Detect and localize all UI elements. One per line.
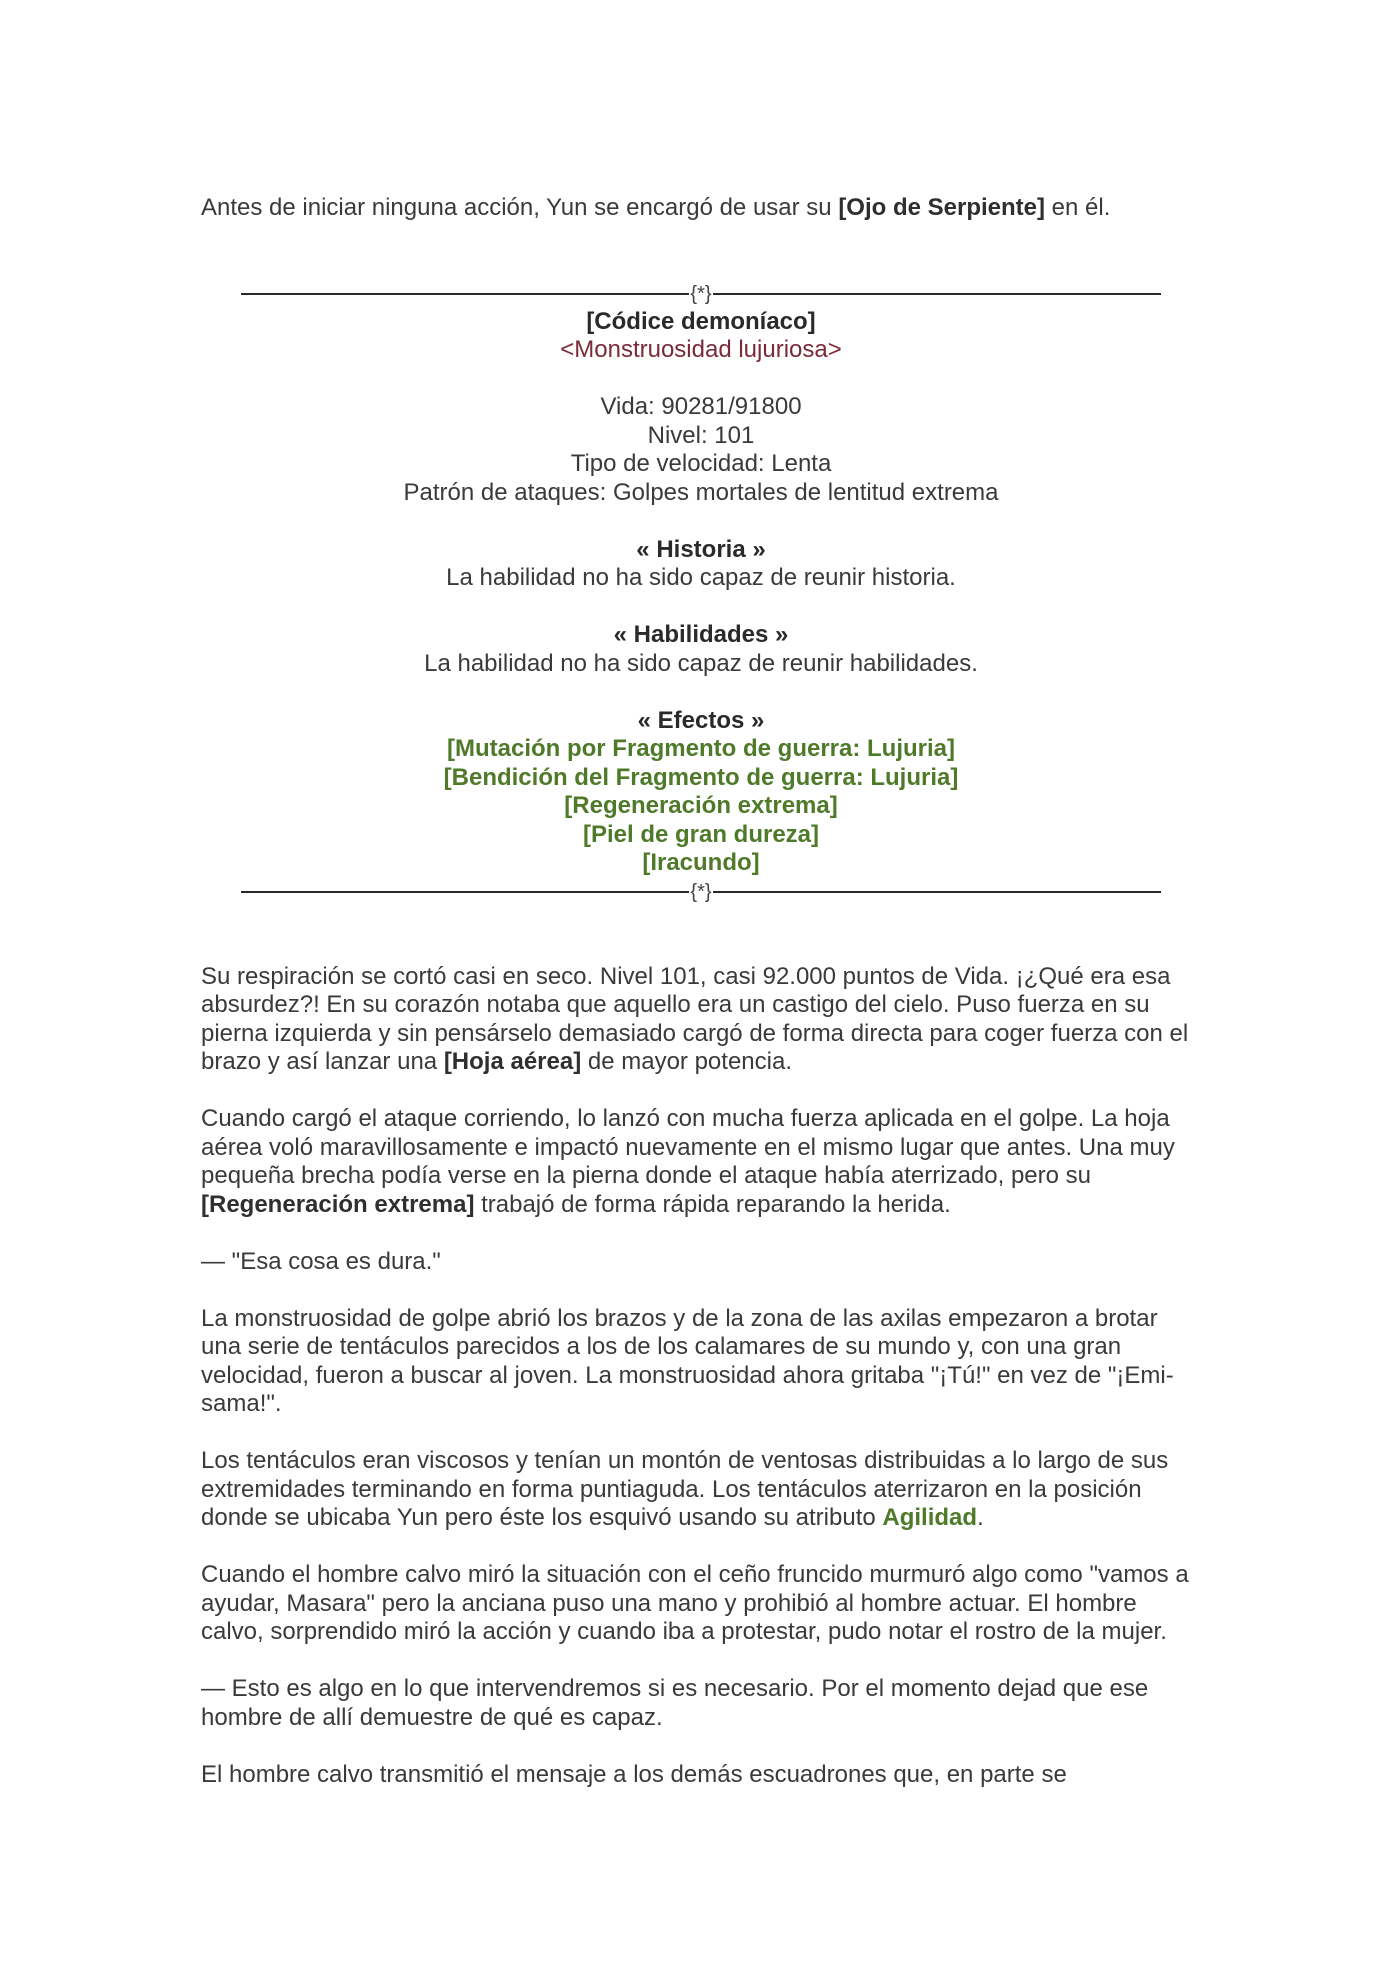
codex-subtitle: <Monstruosidad lujuriosa> — [560, 336, 842, 363]
skills-heading: « Habilidades » — [613, 621, 789, 648]
intro-text: Antes de iniciar ninguna acción, Yun se encargó de usar su — [201, 194, 839, 221]
intro-text-end: en él. — [1045, 194, 1111, 221]
story-paragraph: Cuando cargó el ataque corriendo, lo lanzó con mucha fuerza aplicada en el golpe. La hoja aérea voló maravillosamente e impactó nuevamente en el mismo lugar que antes. Una muy pequeña brecha podía verse en la pierna donde el ataque había aterrizado, pero su [Regeneración extrema] trabajó de forma rápida reparando la herida. — [201, 1105, 1175, 1218]
intro-paragraph — [201, 194, 1201, 223]
story-paragraph: Los tentáculos eran viscosos y tenían un montón de ventosas distribuidas a lo largo de sus extremidades terminando en forma puntiaguda. Los tentáculos aterrizaron en la posición donde se ubicaba Yun pero éste los esquivó usando su atributo Agilidad. — [201, 1447, 1169, 1531]
codex-title: [Códice demoníaco] — [586, 307, 816, 335]
story-paragraph: El hombre calvo transmitió el mensaje a los demás escuadrones que, en parte se — [201, 1760, 1067, 1788]
effect-item: [Mutación por Fragmento de guerra: Lujuria] — [446, 735, 956, 762]
codex-status-box — [241, 280, 1161, 906]
history-heading: « Historia » — [636, 535, 766, 563]
story-paragraph: Su respiración se cortó casi en seco. Nivel 101, casi 92.000 puntos de Vida. ¡¿Qué era esa absurdez?! En su corazón notaba que aquello era un castigo del cielo. Puso fuerza en su pierna izquierda y sin pensárselo demasiado cargó de forma directa para coger fuerza con el brazo y así lanzar una [Hoja aérea] de mayor potencia. — [201, 962, 1189, 1075]
codex-top-divider — [241, 280, 1161, 308]
divider-line — [713, 891, 1161, 893]
skill-name: [Hoja aérea] — [443, 1048, 582, 1075]
divider-line — [713, 293, 1161, 295]
attribute-name: Agilidad — [882, 1504, 978, 1531]
skills-text: La habilidad no ha sido capaz de reunir habilidades. — [424, 649, 978, 677]
skill-name: [Regeneración extrema] — [201, 1190, 475, 1218]
story-body — [201, 963, 1201, 1790]
codex-bottom-divider — [241, 878, 1161, 906]
story-dialogue: — "Esa cosa es dura." — [201, 1247, 441, 1275]
divider-mark: {*} — [690, 282, 712, 305]
story-paragraph: La monstruosidad de golpe abrió los brazos y de la zona de las axilas empezaron a brotar una serie de tentáculos parecidos a los de los calamares de su mundo y, con una gran velocidad, fueron a buscar al joven. La monstruosidad ahora gritaba "¡Tú!" en vez de "¡Emi-sama!". — [201, 1304, 1174, 1417]
divider-line — [241, 293, 689, 295]
divider-line — [241, 891, 689, 893]
effects-heading: « Efectos » — [637, 706, 765, 734]
divider-mark: {*} — [690, 880, 712, 903]
stat-attack-pattern: Patrón de ataques: Golpes mortales de lentitud extrema — [403, 478, 999, 506]
stat-life: Vida: 90281/91800 — [600, 393, 802, 420]
effect-item: [Bendición del Fragmento de guerra: Lujuria] — [443, 763, 959, 791]
effect-item: [Regeneración extrema] — [564, 792, 838, 819]
document-page — [201, 194, 1201, 1818]
effect-item: [Iracundo] — [642, 849, 760, 876]
history-text: La habilidad no ha sido capaz de reunir historia. — [446, 564, 956, 591]
story-paragraph: Cuando el hombre calvo miró la situación con el ceño fruncido murmuró algo como "vamos a ayudar, Masara" pero la anciana puso una mano y prohibió al hombre actuar. El hombre calvo, sorprendido miró la acción y cuando iba a protestar, pudo notar el rostro de la mujer. — [201, 1561, 1189, 1645]
effect-item: [Piel de gran dureza] — [582, 820, 820, 848]
stat-level: Nivel: 101 — [647, 421, 755, 449]
story-dialogue: — Esto es algo en lo que intervendremos si es necesario. Por el momento dejad que ese hombre de allí demuestre de qué es capaz. — [201, 1675, 1149, 1731]
stat-speed: Tipo de velocidad: Lenta — [570, 450, 832, 477]
skill-name: [Ojo de Serpiente] — [838, 194, 1046, 221]
